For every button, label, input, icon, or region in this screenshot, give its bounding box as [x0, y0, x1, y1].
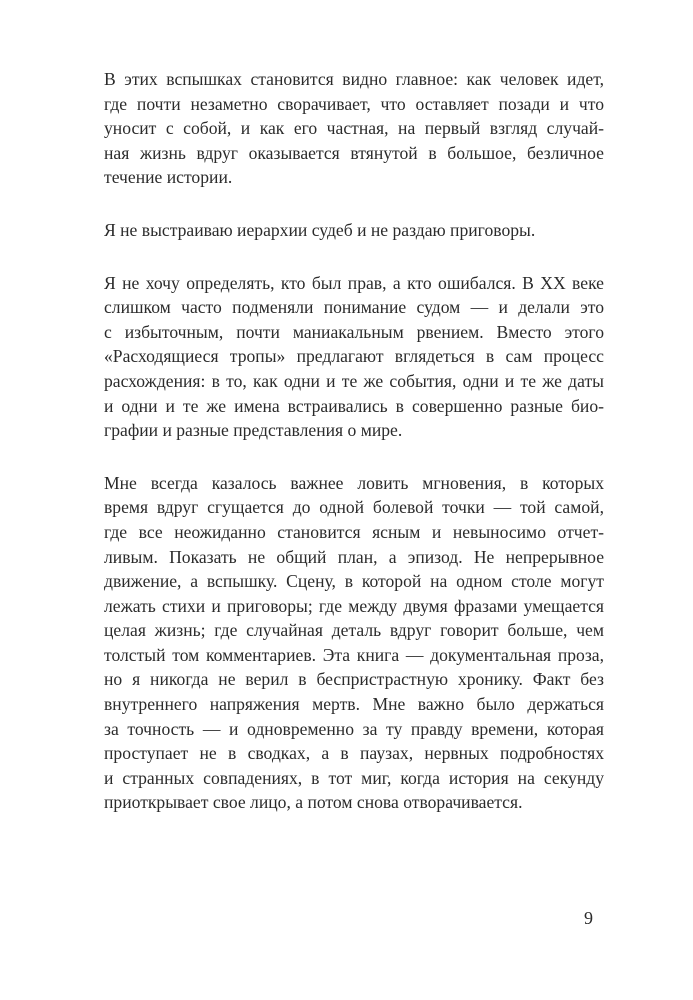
text-line: где почти незаметно сворачивает, что оставляет позади и что	[104, 93, 604, 114]
text-line: ная жизнь вдруг оказывается втянутой в большое, безличное	[104, 142, 604, 163]
text-line: движение, а вспышку. Сцену, в которой на одном столе могут	[104, 571, 604, 592]
body-text	[104, 67, 604, 843]
page-number: 9	[584, 908, 593, 928]
text-line: лежать стихи и приговоры; где между двумя фразами умещается	[104, 595, 604, 616]
text-line: «Расходящиеся тропы» предлагают вглядеться в сам процесс	[104, 346, 604, 367]
text-line: расхождения: в то, как одни и те же события, одни и те же даты	[104, 370, 604, 391]
text-line: где все неожиданно становится ясным и невыносимо отчет-	[104, 521, 604, 542]
text-line: и одни и те же имена встраивались в совершенно разные био-	[104, 395, 604, 416]
text-line: проступает не в сводках, а в паузах, нервных подробностях	[104, 743, 604, 764]
text-line: Я не выстраиваю иерархии судеб и не раздаю приговоры.	[104, 219, 536, 240]
text-line: слишком часто подменяли понимание судом — и делали это	[104, 297, 604, 318]
text-line: толстый том комментариев. Эта книга — документальная проза,	[104, 644, 604, 665]
text-line: но я никогда не верил в беспристрастную хронику. Факт без	[104, 669, 604, 690]
text-line: течение истории.	[104, 167, 233, 188]
paragraph	[104, 218, 604, 243]
text-line: внутреннего напряжения мертв. Мне важно было держаться	[104, 694, 604, 715]
text-line: целая жизнь; где случайная деталь вдруг говорит больше, чем	[104, 620, 604, 641]
text-line: Мне всегда казалось важнее ловить мгновения, в которых	[104, 472, 604, 493]
text-line: ливым. Показать не общий план, а эпизод. Не непрерывное	[104, 546, 604, 567]
text-line: и странных совпадениях, в тот миг, когда история на секунду	[104, 767, 604, 788]
text-line: с избыточным, почти маниакальным рвением. Вместо этого	[104, 321, 604, 342]
text-line: за точность — и одновременно за ту правду времени, которая	[104, 718, 604, 739]
paragraph	[104, 471, 604, 815]
text-line: время вдруг сгущается до одной болевой точки — той самой,	[104, 497, 604, 518]
paragraph	[104, 67, 604, 190]
text-line: графии и разные представления о мире.	[104, 420, 403, 441]
paragraph	[104, 271, 604, 443]
text-line: приоткрывает свое лицо, а потом снова отворачивается.	[104, 792, 523, 813]
text-line: Я не хочу определять, кто был прав, а кто ошибался. В XX веке	[104, 272, 604, 293]
text-line: В этих вспышках становится видно главное: как человек идет,	[104, 69, 604, 89]
text-line: уносит с собой, и как его частная, на первый взгляд случай-	[104, 118, 604, 139]
